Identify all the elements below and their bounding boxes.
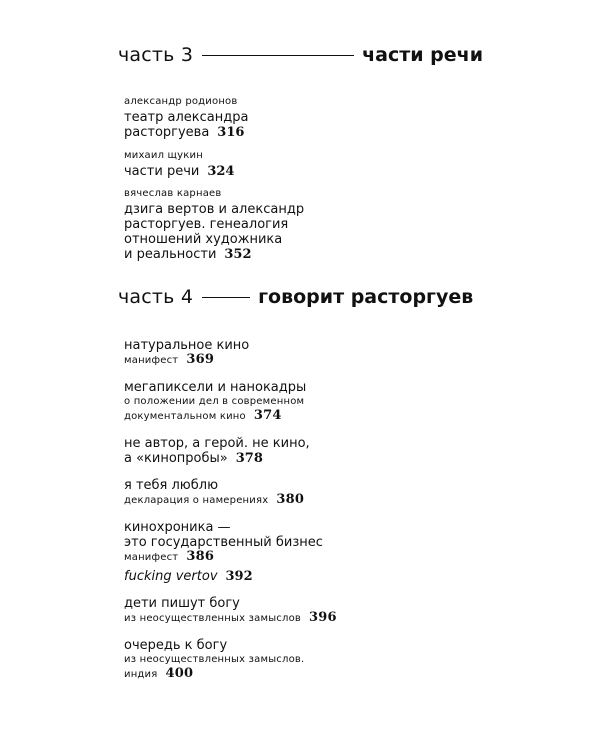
entry-author: вячеслав карнаев <box>124 188 222 199</box>
entry-title-line: театр александра <box>124 110 249 125</box>
toc-entry <box>124 188 504 262</box>
toc-entry <box>124 96 504 140</box>
toc-entry <box>124 150 504 179</box>
entry-subtitle-line <box>124 611 504 626</box>
entry-subtitle-line <box>124 493 504 508</box>
entry-subtitle-line <box>124 667 504 682</box>
page-number: 380 <box>276 492 305 507</box>
part-3-label: часть 3 <box>118 44 194 66</box>
entry-title-line: дзига вертов и александр <box>124 202 305 217</box>
entry-title-line: дети пишут богу <box>124 596 240 611</box>
entry-title-line <box>124 125 504 140</box>
entry-subtitle-line <box>124 550 504 565</box>
part-4-label: часть 4 <box>118 286 194 308</box>
entry-author: александр родионов <box>124 96 238 107</box>
entry-title-line <box>124 247 504 262</box>
toc-entry <box>124 436 504 466</box>
part-4-header <box>118 286 473 308</box>
toc-entry <box>124 596 504 626</box>
entry-subtitle-text: документальном кино <box>124 411 246 422</box>
page-number: 396 <box>309 610 337 625</box>
page-number: 400 <box>165 666 194 681</box>
entry-title-text: части речи <box>124 164 200 179</box>
toc-entry <box>124 338 504 368</box>
entry-title-line <box>124 569 504 584</box>
page-number: 392 <box>225 569 253 584</box>
toc-entry <box>124 638 504 682</box>
entry-subtitle-line <box>124 353 504 368</box>
entry-title-line: не автор, а герой. не кино, <box>124 436 310 451</box>
toc-entry <box>124 478 504 508</box>
page-number: 324 <box>207 164 235 179</box>
entry-subtitle-line <box>124 409 504 424</box>
part-3-rule <box>202 55 354 56</box>
entry-subtitle-text: манифест <box>124 355 179 366</box>
entry-subtitle-text: индия <box>124 669 158 680</box>
entry-title-text: расторгуева <box>124 125 210 140</box>
page-number: 386 <box>186 549 215 564</box>
entry-author: михаил щукин <box>124 150 203 161</box>
entry-title-line: отношений художника <box>124 232 283 247</box>
page-number: 352 <box>224 247 252 262</box>
entry-title-text: и реальности <box>124 247 217 262</box>
entry-subtitle-line: о положении дел в современном <box>124 396 305 407</box>
entry-subtitle-text: декларация о намерениях <box>124 495 269 506</box>
page-number: 374 <box>253 408 282 423</box>
entry-title-line: расторгуев. генеалогия <box>124 217 289 232</box>
entry-title-line: это государственный бизнес <box>124 535 323 550</box>
toc-entry <box>124 520 504 565</box>
entry-title-line <box>124 451 504 466</box>
part-4-title: говорит расторгуев <box>258 286 474 308</box>
entry-title-line: мегапиксели и нанокадры <box>124 380 307 395</box>
entry-subtitle-text: манифест <box>124 552 179 563</box>
entry-subtitle-line: из неосуществленных замыслов. <box>124 654 305 665</box>
entry-title-text: а «кинопробы» <box>124 451 228 466</box>
part-3-header <box>118 44 483 66</box>
part-4-rule <box>202 297 250 298</box>
page-number: 316 <box>217 125 245 140</box>
page-number: 378 <box>235 451 263 466</box>
entry-title-text: fucking vertov <box>124 569 218 584</box>
page-number: 369 <box>186 352 215 367</box>
toc-entry <box>124 380 504 424</box>
entry-title-line: натуральное кино <box>124 338 250 353</box>
entry-title-line <box>124 164 504 179</box>
entry-title-line: кинохроника — <box>124 520 231 535</box>
entry-title-line: я тебя люблю <box>124 478 219 493</box>
toc-entry <box>124 569 504 584</box>
part-3-title: части речи <box>362 44 484 66</box>
entry-subtitle-text: из неосуществленных замыслов <box>124 613 302 624</box>
entry-title-line: очередь к богу <box>124 638 228 653</box>
